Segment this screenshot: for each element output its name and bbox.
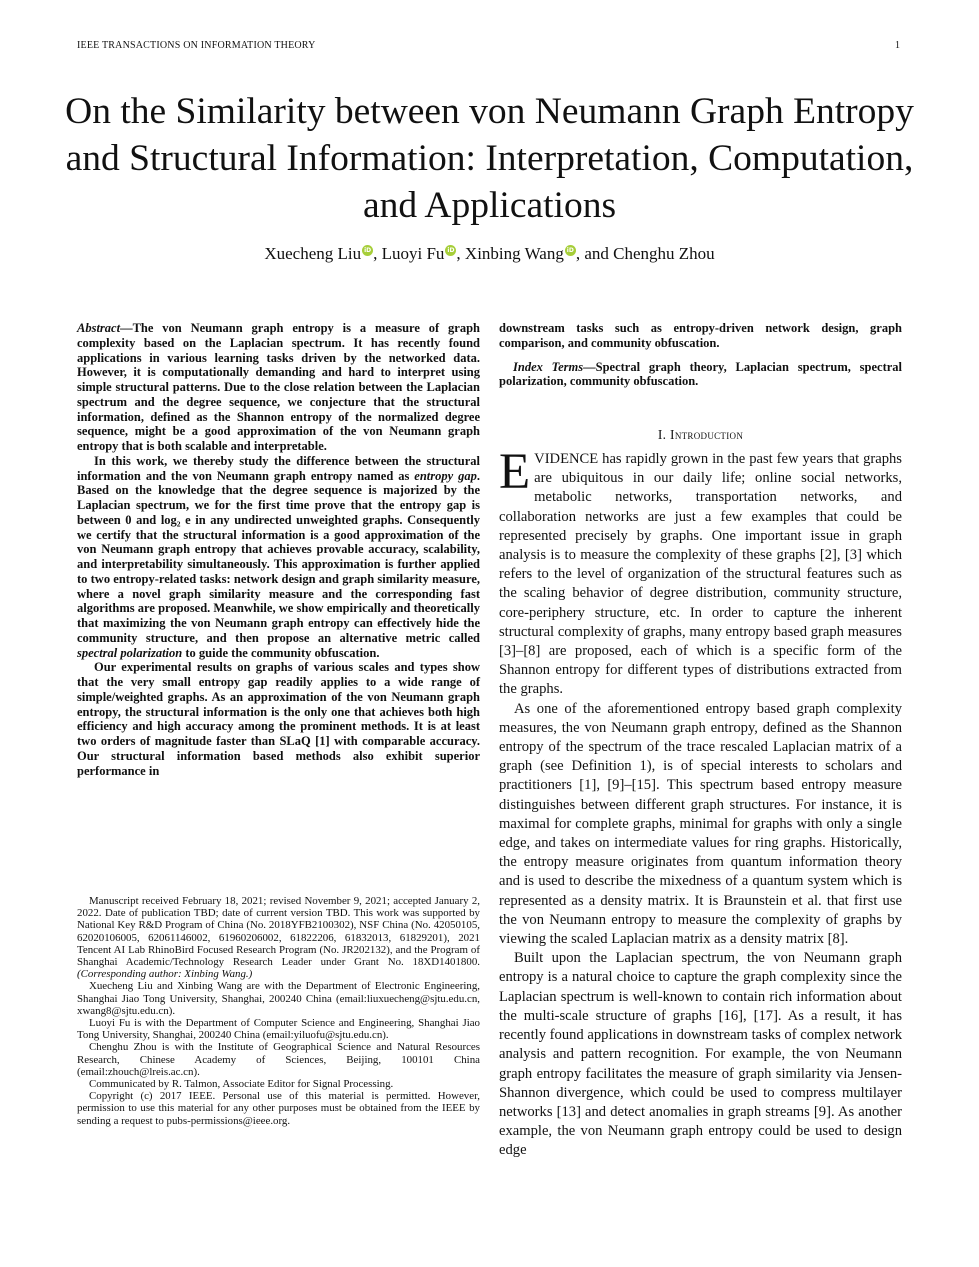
author-separator: , <box>456 244 465 263</box>
abstract-paragraph: Abstract—The von Neumann graph entropy is a measure of graph complexity based on the Laplacian spectrum. It has recently found applications in various learning tasks driven by the networked data. However, it is computationally demanding and hard to interpret using simple structural patterns. Due to the close relation between the Laplacian spectrum and the degree sequence, we conjecture that the structural information, defined as the Shannon entropy of the normalized degree sequence, might be a good approximation of the von Neumann graph entropy that is both scalable and interpretable. <box>77 321 480 453</box>
author-list <box>60 244 919 264</box>
abstract-paragraph: In this work, we thereby study the difference between the structural information and the von Neumann graph entropy named as entropy gap. Based on the knowledge that the degree sequence is majorized by the Laplacian spectrum, we for the first time prove that the entropy gap is between 0 and log₂ e in any undirected unweighted graphs. Consequently we certify that the structural information is a good approximation of the von Neumann graph entropy that achieves provable accuracy, scalability, and interpretability simultaneously. This approximation is further applied to two entropy-related tasks: network design and graph similarity measure, where a novel graph similarity measure and the corresponding fast algorithms are proposed. Meanwhile, we show empirically and theoretically that maximizing the von Neumann graph entropy can effectively hide the community structure, and then propose an alternative metric called spectral polarization to guide the community obfuscation. <box>77 453 480 660</box>
section-heading: I. Introduction <box>657 427 744 442</box>
orcid-icon[interactable]: iD <box>566 247 574 255</box>
footnote: Manuscript received February 18, 2021; revised November 9, 2021; accepted January 2, 2022. Date of publication TBD; date of current version TBD. This work was supported by National Key R&D Program of China (No. 2018YFB2100302), NSF China (No. 42050105, 62020106005, 62061146002, 61960206002, 61822206, 61832013, 61829201), 2021 Tencent AI Lab RhinoBird Focused Research Program (No. JR202132), and the Program of Shanghai Academic/Technology Research Leader under Grant No. 18XD1401800. (Corresponding author: Xinbing Wang.) <box>77 895 480 981</box>
body-paragraph: EVIDENCE has rapidly grown in the past few years that graphs are ubiquitous in our daily life; online social networks, metabolic networks, transportation networks, and collaboration networks are just a few examples that could be represented precisely by graphs. One important issue in graph analysis is to measure the complexity of these graphs [2], [3] which refers to the level of organization of the structural features such as the scaling behavior of degree distribution, community structure, core-periphery structure, etc. In order to capture the inherent structural complexity of graphs, many entropy based graph measures [3]–[8] are proposed, each of which is a specific form of the Shannon entropy for different types of distributions extracted from the graphs. <box>499 444 902 698</box>
author-name: Luoyi Fu <box>381 244 445 263</box>
author-name: Xinbing Wang <box>464 244 564 263</box>
page-number: 1 <box>895 40 900 51</box>
orcid-icon[interactable]: iD <box>364 247 372 255</box>
footnote: Copyright (c) 2017 IEEE. Personal use of this material is permitted. However, permission to use this material for any other purposes must be obtained from the IEEE by sending a request to pubs-permissions@ieee.org. <box>77 1090 480 1127</box>
abstract-label: Abstract <box>77 321 121 335</box>
footnote: Xuecheng Liu and Xinbing Wang are with the Department of Electronic Engineering, Shanghai Jiao Tong University, Shanghai, 200240 China (email:liuxuecheng@sjtu.edu.cn, xwang8@sjtu.edu.cn). <box>77 980 480 1017</box>
running-header: IEEE TRANSACTIONS ON INFORMATION THEORY <box>77 40 316 51</box>
abstract-continuation: downstream tasks such as entropy-driven network design, graph comparison, and community obfuscation. <box>499 321 902 350</box>
index-terms-label: Index Terms <box>513 359 584 374</box>
footnote: Chenghu Zhou is with the Institute of Geographical Science and Natural Resources Research, Chinese Academy of Sciences, Beijing, 100101 China (email:zhouch@lreis.ac.cn). <box>77 1041 480 1078</box>
introduction-body <box>499 444 902 1161</box>
right-column <box>499 321 902 1161</box>
author-separator: , and <box>575 244 614 263</box>
footnotes <box>77 895 480 1127</box>
paper-title: On the Similarity between von Neumann Graph Entropy and Structural Information: Interpretation, Computation, and Applications <box>65 91 914 226</box>
footnote: Communicated by R. Talmon, Associate Editor for Signal Processing. <box>89 1078 394 1091</box>
index-terms: Index Terms—Spectral graph theory, Laplacian spectrum, spectral polarization, community obfuscation. <box>499 359 902 389</box>
author-separator: , <box>373 244 382 263</box>
drop-cap: E <box>499 444 531 500</box>
orcid-icon[interactable]: iD <box>447 247 455 255</box>
footnote: Luoyi Fu is with the Department of Computer Science and Engineering, Shanghai Jiao Tong University, Shanghai, 200240 China (email:yiluofu@sjtu.edu.cn). <box>77 1017 480 1042</box>
abstract <box>77 321 480 778</box>
abstract-paragraph: Our experimental results on graphs of various scales and types show that the very small entropy gap readily applies to a wide range of simple/weighted graphs. As an approximation of the von Neumann graph entropy, the structural information is the only one that achieves both high efficiency and high accuracy among the prominent methods. It is at least two orders of magnitude faster than SLaQ [1] with comparable accuracy. Our structural information based methods also exhibit superior performance in <box>77 660 480 778</box>
body-paragraph: As one of the aforementioned entropy based graph complexity measures, the von Neumann graph entropy, defined as the Shannon entropy of the spectrum of the trace rescaled Laplacian matrix of a graph (see Definition 1), is of special interests to scholars and practitioners [1], [9]–[15]. This spectrum based entropy measure distinguishes between different graph structures. For instance, it is maximal for complete graphs, minimal for graphs with only a single edge, and takes on intermediate values for ring graphs. Historically, the entropy measure originates from quantum information theory and is used to describe the mixedness of a quantum system which is represented as a density matrix. It is Braunstein et al. that first use the von Neumann entropy to measure the complexity of graphs by viewing the scaled Laplacian matrix as a density matrix [8]. <box>499 700 902 948</box>
body-paragraph: Built upon the Laplacian spectrum, the von Neumann graph entropy is a natural choice to capture the graph complexity since the Laplacian spectrum is well-known to contain rich information about the multi-scale structure of graphs [16], [17]. As a result, it has recently found applications in downstream tasks of complex network analysis and pattern recognition. For example, the von Neumann graph entropy facilitates the measure of graph similarity via Jensen-Shannon divergence, which could be used to compress multilayer networks [13] and detect anomalies in graph streams [9]. As another example, the von Neumann graph entropy could be used to design edge <box>499 950 902 1159</box>
author-name: Chenghu Zhou <box>613 244 715 263</box>
author-name: Xuecheng Liu <box>264 244 362 263</box>
